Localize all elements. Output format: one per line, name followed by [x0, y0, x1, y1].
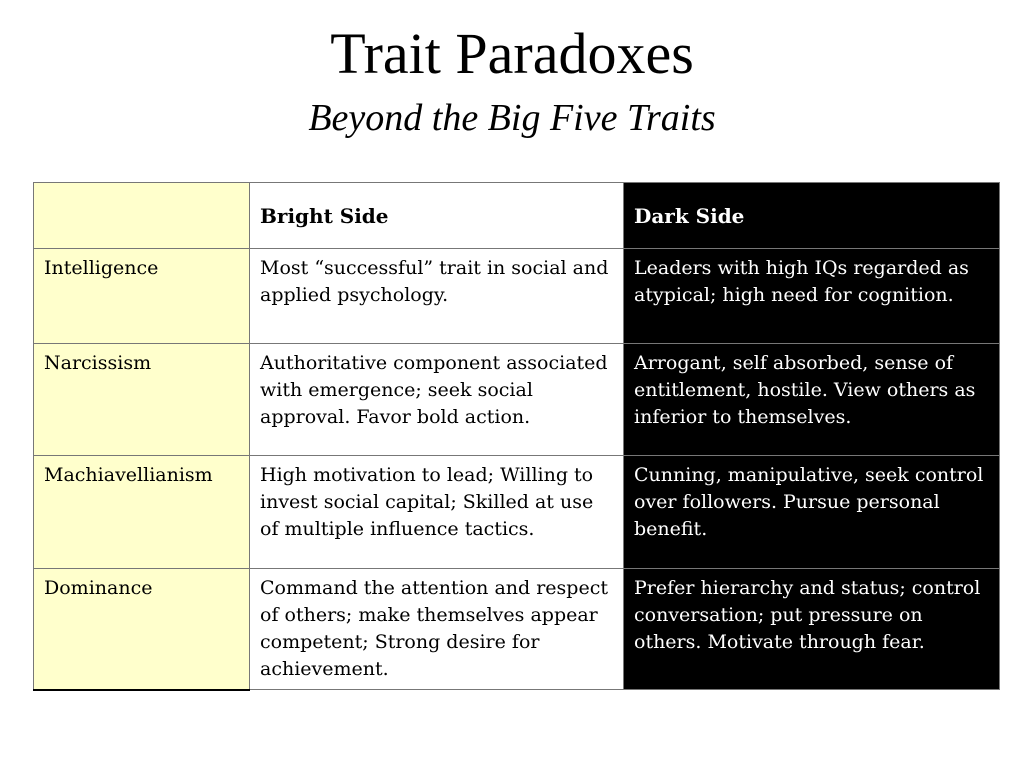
page-title: Trait Paradoxes — [330, 21, 694, 86]
dark-side-cell: Leaders with high IQs regarded as atypical; high need for cognition. — [624, 249, 1000, 344]
table-row — [34, 344, 1000, 456]
dark-side-cell: Cunning, manipulative, seek control over followers. Pursue personal benefit. — [624, 456, 1000, 569]
bright-side-cell: Command the attention and respect of others; make themselves appear competent; Strong desire for achievement. — [250, 569, 624, 690]
page-subtitle: Beyond the Big Five Traits — [308, 97, 716, 139]
table-row — [34, 249, 1000, 344]
dark-side-header: Dark Side — [624, 183, 1000, 249]
bright-side-header: Bright Side — [250, 183, 624, 249]
trait-name-cell: Narcissism — [34, 344, 250, 456]
dark-side-cell: Prefer hierarchy and status; control conversation; put pressure on others. Motivate through fear. — [624, 569, 1000, 690]
table-row — [34, 456, 1000, 569]
table-header-row — [34, 183, 1000, 249]
trait-name-cell: Dominance — [34, 569, 250, 690]
bright-side-cell: Most “successful” trait in social and applied psychology. — [250, 249, 624, 344]
corner-header-cell — [34, 183, 250, 249]
table-row — [34, 569, 1000, 690]
trait-name-cell: Machiavellianism — [34, 456, 250, 569]
bright-side-cell: High motivation to lead; Willing to invest social capital; Skilled at use of multiple influence tactics. — [250, 456, 624, 569]
trait-name-cell: Intelligence — [34, 249, 250, 344]
dark-side-cell: Arrogant, self absorbed, sense of entitlement, hostile. View others as inferior to themselves. — [624, 344, 1000, 456]
bright-side-cell: Authoritative component associated with emergence; seek social approval. Favor bold action. — [250, 344, 624, 456]
trait-table — [33, 182, 1000, 691]
